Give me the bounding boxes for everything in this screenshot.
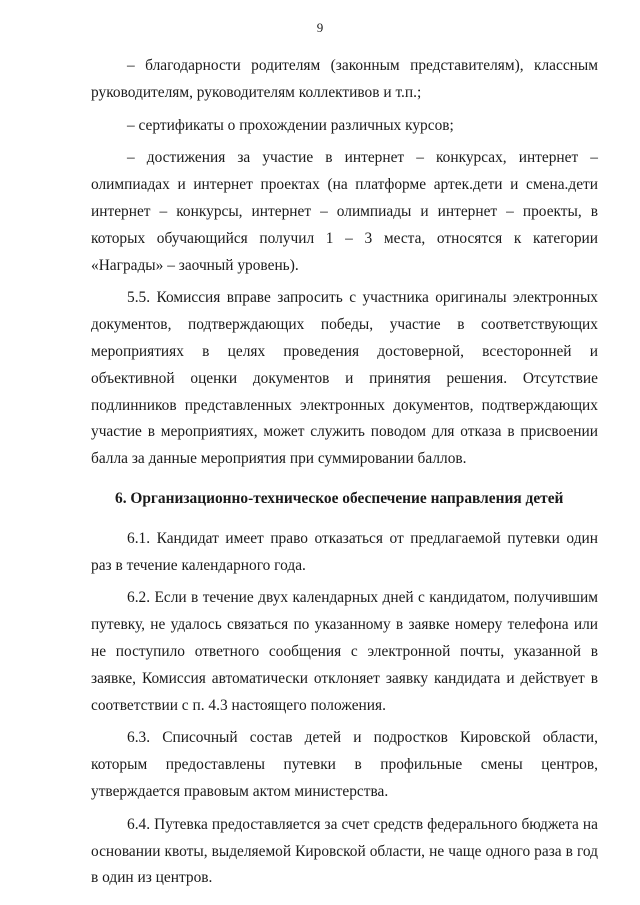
paragraph-5-5: 5.5. Комиссия вправе запросить с участника оригиналы электронных документов, подтверждающих победы, участие в соответствующих мероприятиях в целях проведения достоверной, всесторонней и объективной оценки документов и принятия решения. Отсутствие подлинников представленных электронных документов, подтверждающих участие в мероприятиях, может служить поводом для отказа в присвоении балла за данные мероприятия при суммировании баллов. <box>91 289 598 468</box>
section-heading-6: 6. Организационно-техническое обеспечение направления детей <box>115 489 564 507</box>
page-body <box>91 53 598 892</box>
paragraph-6-4: 6.4. Путевка предоставляется за счет средств федерального бюджета на основании квоты, выделяемой Кировской области, не чаще одного раза в год в один из центров. <box>91 815 598 887</box>
paragraph-6-1: 6.1. Кандидат имеет право отказаться от предлагаемой путевки один раз в течение календарного года. <box>91 529 598 574</box>
page-number: 9 <box>316 20 324 35</box>
bullet-certificates: – сертификаты о прохождении различных курсов; <box>127 116 454 134</box>
paragraph-6-2: 6.2. Если в течение двух календарных дней с кандидатом, получившим путевку, не удалось связаться по указанному в заявке номеру телефона или не поступило ответного сообщения с электронной почты, указанной в заявке, Комиссия автоматически отклоняет заявку кандидата и действует в соответствии с п. 4.3 настоящего положения. <box>91 589 598 714</box>
bullet-online-achievements: – достижения за участие в интернет – конкурсах, интернет – олимпиадах и интернет проектах (на платформе артек.дети и смена.дети интернет – конкурсы, интернет – олимпиады и интернет – проекты, в которых обучающийся получил 1 – 3 места, относятся к категории «Награды» – заочный уровень). <box>91 149 598 274</box>
paragraph-6-3: 6.3. Списочный состав детей и подростков Кировской области, которым предоставлены путевки в профильные смены центров, утверждается правовым актом министерства. <box>91 729 598 800</box>
bullet-gratitude: – благодарности родителям (законным представителям), классным руководителям, руководителям коллективов и т.п.; <box>91 57 598 101</box>
